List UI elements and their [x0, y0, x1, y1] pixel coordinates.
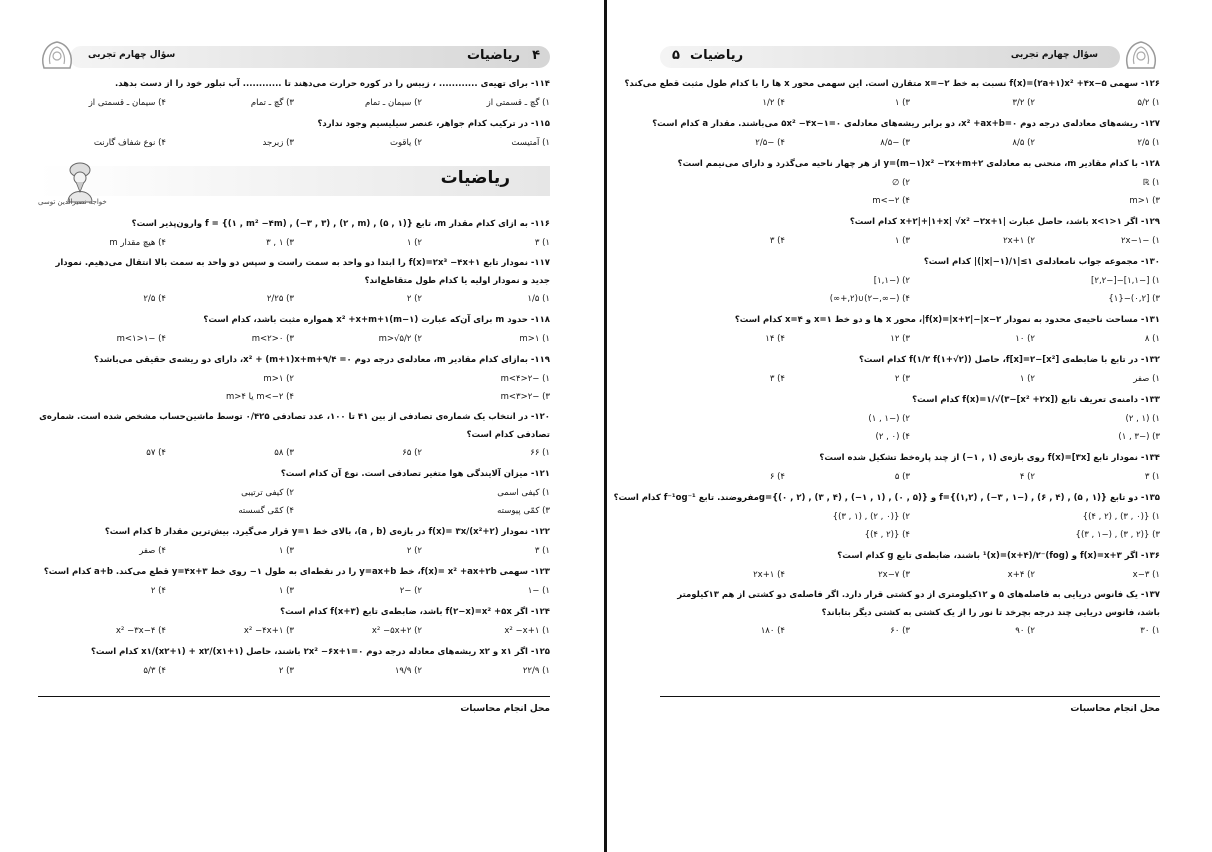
option: ۱) ۸ [1144, 334, 1160, 344]
option: ۲) (−۱,۱] [873, 276, 910, 286]
page-header [38, 42, 550, 68]
question-124: ۱۲۴- اگر f(۲−x)=x² +۵x باشد، ضابطه‌ی تابع f(x+۳) کدام است؟ [280, 607, 550, 617]
option: ۲) ۶۵ [402, 448, 422, 458]
option: ۴) ۵۷ [146, 448, 166, 458]
question-119: ۱۱۹- به‌ازای کدام مقادیر m، معادله‌ی درجه دوم x² + (m+۱)x+m+۹/۴ =۰، دارای دو ریشه‌ی حقیقی می‌باشد؟ [94, 355, 550, 365]
option: ۴) (۰ , ۲) [875, 432, 910, 442]
option: ۳) {(۲ , ۳) , (−۱ , ۳)} [1075, 530, 1160, 540]
option: ۱) ℝ [1142, 178, 1160, 188]
left-page-body [38, 74, 550, 682]
option: ۱) صفر [1133, 374, 1160, 384]
option: ۳) −۸/۵ [880, 138, 910, 148]
options-136 [660, 566, 1160, 584]
page-number: ۵ [672, 48, 680, 63]
option: ۴) ۲x+۱ [753, 570, 785, 580]
option: ۲) m>۱ [263, 374, 294, 384]
options-137 [660, 622, 1160, 640]
option: ۱) x−۳ [1132, 570, 1160, 580]
question-137: ۱۳۷- یک فانوس دریایی به فاصله‌های ۵ و ۱۲کیلومتری از دو کشتی قرار دارد. اگر فاصله‌ی دو کشتی از هم ۱۳کیلومتر باشد، فانوس دریایی چند درجه بچرخد تا نور را از یک کشتی به کشتی دیگر بتاباند؟ [677, 590, 1160, 618]
question-120: ۱۲۰- در انتخاب یک شماره‌ی تصادفی از بین ۴۱ تا ۱۰۰، عدد تصادفی ۰/۴۲۵ توسط ماشین‌حساب مشخص شده است. شماره‌ی تصادفی کدام است؟ [39, 412, 550, 440]
option: ۴) نوع شفاف گارنت [93, 138, 166, 148]
option: ۲) ∅ [891, 178, 910, 188]
question-130: ۱۳۰- مجموعه جواب نامعادله‌ی ۱≥|۱/(۱−|x|)| کدام است؟ [923, 257, 1160, 267]
option: ۴) ۱۸۰ [760, 626, 785, 636]
question-115: ۱۱۵- در ترکیب کدام جواهر، عنصر سیلیسیم وجود ندارد؟ [317, 119, 550, 129]
options-118 [38, 330, 550, 348]
option: ۳) −۲<m<۳ [500, 392, 550, 402]
option: ۲) یاقوت [389, 138, 422, 148]
page-number: ۴ [532, 48, 540, 63]
option: ۳) ۱۲ [890, 334, 910, 344]
option: ۲) ۱۹/۹ [394, 666, 422, 676]
options-127 [660, 134, 1160, 152]
question-126: ۱۲۶- سهمی f(x)=(۲a+۱)x² +۴x−۵ نسبت به خط x=−۲ متقارن است. این سهمی محور x ها را با کدام طول مثبت قطع می‌کند؟ [624, 79, 1160, 89]
option: ۱) ۳ [534, 238, 550, 248]
option: ۱) −۱ [527, 586, 550, 596]
option: ۳) ۵ [894, 472, 910, 482]
option: ۱) گچ ـ قسمتی از [486, 98, 550, 108]
option: ۳) ۱ [278, 546, 294, 556]
question-116: ۱۱۶- به ازای کدام مقدار m، تابع f = {(۱ , m² −۴m) , (−۳ , ۳) , (۲ , m) , (۵ , ۱)} وارون‌پذیر است؟ [131, 219, 550, 229]
options-120 [38, 444, 550, 462]
option: ۴) کمّی گسسته [238, 506, 294, 516]
option: ۳) ۶۰ [890, 626, 910, 636]
option: ۲) ۴ [1019, 472, 1035, 482]
option: ۲) (−۱ , ۱) [868, 414, 910, 424]
option: ۲) ۲x+۱ [1003, 236, 1035, 246]
page-divider [604, 0, 607, 852]
section-heading [38, 158, 550, 210]
publisher-logo-icon [38, 38, 76, 74]
option: ۱) [−۱,۱]−[−۲,۲] [1091, 276, 1160, 286]
option: ۳) m>۱ [1129, 196, 1160, 206]
option: ۱) ۳ [534, 546, 550, 556]
option: ۳) ۵۸ [274, 448, 294, 458]
option: ۲) ۲ [406, 546, 422, 556]
option: ۲) x² −۵x+۲ [371, 626, 422, 636]
option: ۲) ۲ [406, 294, 422, 304]
portrait-illustration-icon [40, 158, 100, 202]
option: ۳) ۲ [894, 374, 910, 384]
question-121: ۱۲۱- میزان آلایندگی هوا متغیر تصادفی است. نوع آن کدام است؟ [280, 469, 550, 479]
options-117 [38, 290, 550, 308]
option: ۲) ۸/۵ [1012, 138, 1035, 148]
question-135: ۱۳۵- دو تابع f={(۱,۲) , (−۳ , ۱−) , (۶ , ۴) , (۵ , ۱)} و g={(۰ , ۲) , (۳ , ۴) , (−۱ , ۱) , (۰ , ۵)}مفروضند. تابع f⁻¹og⁻¹ کدام است؟ [613, 493, 1160, 503]
option: ۳) گچ ـ تمام [250, 98, 294, 108]
question-131: ۱۳۱- مساحت ناحیه‌ی محدود به نمودار f(x)=|x+۲|−|x−۲|، محور x ها و دو خط x=۱ و x=۴ کدام است؟ [734, 315, 1160, 325]
footer-label: محل انجام محاسبات [460, 704, 550, 714]
option: ۱) m>۱ [519, 334, 550, 344]
option: ۴) (−∞,−۲)∪(۲,+∞) [829, 294, 910, 304]
options-133 [660, 410, 1160, 446]
question-128: ۱۲۸- با کدام مقادیر m، منحنی به معادله‌ی y=(m−۱)x² −۲x+m+۲ از هر چهار ناحیه می‌گذرد و دارای می‌نیمم است؟ [677, 159, 1160, 169]
options-126 [660, 94, 1160, 112]
options-119 [38, 370, 550, 406]
options-116 [38, 234, 550, 252]
option: ۱) ۲۲/۹ [522, 666, 550, 676]
option: ۱) کیفی اسمی [497, 488, 550, 498]
option: ۴) سیمان ـ قسمتی از [88, 98, 166, 108]
option: ۲) x+۴ [1007, 570, 1035, 580]
option: ۴) ۱۴ [765, 334, 785, 344]
options-124 [38, 622, 550, 640]
option: ۲) ۹۰ [1015, 626, 1035, 636]
option: ۱) آمتیست [511, 138, 550, 148]
question-129: ۱۲۹- اگر ۱<x<۱ باشد، حاصل عبارت |x+۲|+|۱+x| √x² −۲x+۱ کدام است؟ [849, 217, 1160, 227]
options-132 [660, 370, 1160, 388]
page-subject: ریاضیات [466, 48, 520, 63]
option: ۳) کمّی پیوسته [497, 506, 550, 516]
footer-rule [660, 696, 1160, 697]
option: ۲) ۱ [1019, 374, 1035, 384]
option: ۲) ۱۰ [1015, 334, 1035, 344]
option: ۳) زبرجد [262, 138, 294, 148]
option: ۱) ۲/۵ [1137, 138, 1160, 148]
option: ۲) ۳/۲ [1012, 98, 1035, 108]
option: ۴) −۲/۵ [755, 138, 785, 148]
option: ۱) {(۰ , ۳) , (۲ , ۴)} [1082, 512, 1160, 522]
option: ۳) ۱ [894, 98, 910, 108]
options-114 [38, 94, 550, 112]
option: ۱) ۳۰ [1140, 626, 1160, 636]
option: ۳) ۱ [894, 236, 910, 246]
options-131 [660, 330, 1160, 348]
right-page [613, 0, 1160, 852]
booklet-label: سؤال چهارم تجربی [1010, 50, 1098, 60]
option: ۴) m<−۲ [872, 196, 910, 206]
option: ۳) x² −۴x+۱ [243, 626, 294, 636]
option: ۱) −۲x−۱ [1120, 236, 1160, 246]
options-122 [38, 542, 550, 560]
options-135 [660, 508, 1160, 544]
option: ۲) {(۰ , ۲) , (۱ , ۳)} [832, 512, 910, 522]
page-header [660, 42, 1160, 68]
options-129 [660, 232, 1160, 250]
options-125 [38, 662, 550, 680]
left-page [38, 0, 550, 852]
option: ۱) (۱ , ۲) [1125, 414, 1160, 424]
section-subtitle: خواجه نصیرالدین توسی [38, 198, 107, 206]
option: ۳) ۱ , ۳ [266, 238, 294, 248]
question-132: ۱۳۲- در تابع با ضابطه‌ی f[x]=۲−[x²]، حاصل f(۱/۲ f(۱+√۲)) کدام است؟ [858, 355, 1160, 365]
options-121 [38, 484, 550, 520]
option: ۴) x² −۳x−۴ [115, 626, 166, 636]
option: ۴) ۶ [769, 472, 785, 482]
options-115 [38, 134, 550, 152]
option: ۴) ۳ [769, 374, 785, 384]
page-subject: ریاضیات [690, 48, 744, 63]
option: ۴) ۲/۵ [143, 294, 166, 304]
question-122: ۱۲۲- نمودار f(x)= ۳x/(x²+۲) در بازه‌ی (a , b)، بالای خط y=۱ قرار می‌گیرد. بیش‌ترین مقدار b کدام است؟ [104, 527, 550, 537]
option: ۳) ۲/۲۵ [266, 294, 294, 304]
option: ۳) ۱ [278, 586, 294, 596]
option: ۲) کیفی ترتیبی [241, 488, 294, 498]
options-128 [660, 174, 1160, 210]
section-title: ریاضیات [440, 168, 510, 188]
option: ۴) {(۲ , ۴)} [864, 530, 910, 540]
option: ۲) سیمان ـ تمام [364, 98, 422, 108]
option: ۴) ۲ [150, 586, 166, 596]
question-123: ۱۲۳- سهمی f(x)= x² +ax+۲b، خط y=ax+b را در نقطه‌ای به طول ۱− روی خط y=۴x+۳ قطع می‌کند. a+b کدام است؟ [43, 567, 550, 577]
option: ۱) x² −x+۱ [504, 626, 550, 636]
option: ۴) m<−۲ یا m>۴ [225, 392, 294, 402]
options-134 [660, 468, 1160, 486]
option: ۱) ۵/۲ [1137, 98, 1160, 108]
question-125: ۱۲۵- اگر x۱ و x۲ ریشه‌های معادله درجه دوم ۲x² −۶x+۱=۰ باشند، حاصل x۱/(x۲+۱) + x۲/(x۱+۱) کدام است؟ [91, 647, 550, 657]
right-page-body [613, 74, 1160, 642]
question-117: ۱۱۷- نمودار تابع f(x)=۲x³ −۴x+۱ را ابتدا دو واحد به سمت راست و سپس دو واحد به سمت بالا انتقال می‌دهیم. نمودار جدید و نمودار اولیه یا کدام طول متقاطع‌اند؟ [55, 258, 550, 286]
option: ۳) [۰,۲)−{۱} [1108, 294, 1160, 304]
footer-label: محل انجام محاسبات [1070, 704, 1160, 714]
booklet-label: سؤال چهارم تجربی [88, 50, 176, 60]
option: ۱) ۶۶ [530, 448, 550, 458]
option: ۳) ۲x−۷ [878, 570, 910, 580]
option: ۱) ۱/۵ [527, 294, 550, 304]
option: ۴) ۵/۳ [143, 666, 166, 676]
option: ۴) صفر [139, 546, 166, 556]
option: ۱) ۳ [1144, 472, 1160, 482]
option: ۴) ۱/۲ [762, 98, 785, 108]
option: ۳) ۲ [278, 666, 294, 676]
question-127: ۱۲۷- ریشه‌های معادله‌ی درجه دوم x² +ax+b=۰، دو برابر ریشه‌های معادله‌ی ۵x² −۴x−۱=۰ می‌باشند. مقدار a کدام است؟ [652, 119, 1160, 129]
option: ۲) m>√۵/۲ [378, 334, 422, 344]
question-133: ۱۳۳- دامنه‌ی تعریف تابع f(x)=۱/√(۳−[x² +۲x]) کدام است؟ [912, 395, 1160, 405]
question-114: ۱۱۴- برای تهیه‌ی ............ ، زیبس را در کوره حرارت می‌دهند تا ............ آب تبلور خود را از دست بدهد. [114, 79, 550, 89]
options-130 [660, 272, 1160, 308]
question-136: ۱۳۶- اگر f(x)=x+۳ و (fog)⁻¹(x)=(x+۴)/۲ باشند، ضابطه‌ی تابع g کدام است؟ [837, 551, 1160, 561]
question-134: ۱۳۴- نمودار تابع f(x)=[۳x] روی بازه‌ی (۱ , ۱−) از چند پاره‌خط تشکیل شده است؟ [819, 453, 1160, 463]
option: ۱) −۲<m<۴ [500, 374, 550, 384]
option: ۴) ۳ [769, 236, 785, 246]
question-118: ۱۱۸- حدود m برای آن‌که عبارت (m−۱)x² +x+m+۱ همواره مثبت باشد، کدام است؟ [203, 315, 550, 325]
option: ۲) −۲ [399, 586, 422, 596]
option: ۴) −۱<m<۱ [116, 334, 166, 344]
publisher-logo-icon [1122, 38, 1160, 74]
option: ۳) (−۳ , ۱) [1118, 432, 1160, 442]
option: ۲) ۱ [406, 238, 422, 248]
footer-rule [38, 696, 550, 697]
option: ۴) هیچ مقدار m [109, 238, 166, 248]
option: ۳) ۰<m<۲ [251, 334, 294, 344]
options-123 [38, 582, 550, 600]
